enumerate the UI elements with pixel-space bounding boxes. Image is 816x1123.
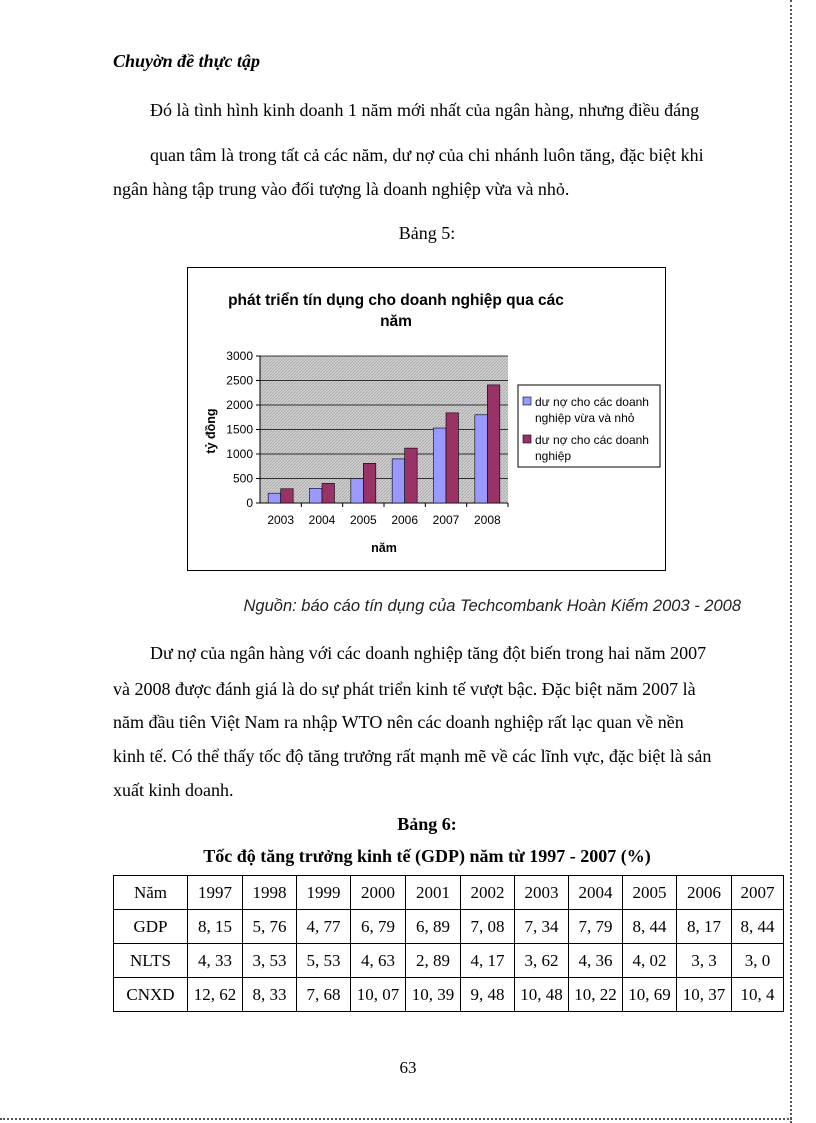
paragraph-2-line-1: Dư nợ của ngân hàng với các doanh nghiệp tăng đột biến trong hai năm 2007 [150, 643, 707, 663]
bar-enterprise-2005 [363, 463, 376, 503]
table-cell: 8, 17 [677, 910, 732, 944]
table-cell: 10, 37 [677, 978, 732, 1012]
table-cell: 8, 44 [623, 910, 677, 944]
y-tick-label: 2000 [226, 398, 253, 412]
x-tick-label: 2003 [267, 513, 295, 527]
table-cell: 6, 79 [351, 910, 406, 944]
gdp-growth-table [113, 875, 784, 1012]
table-cell: 7, 08 [461, 910, 515, 944]
table-cell: 3, 53 [243, 944, 297, 978]
table-cell: 2004 [569, 876, 623, 910]
table-cell: 10, 39 [406, 978, 461, 1012]
page-border-right [790, 0, 792, 1123]
table-cell: 3, 3 [677, 944, 732, 978]
bar-enterprise-2003 [281, 489, 294, 503]
page-number: 63 [399, 1058, 417, 1077]
table-cell: 5, 76 [243, 910, 297, 944]
legend-label: nghiệp vừa và nhỏ [535, 411, 635, 425]
paragraph-1-line-3: ngân hàng tập trung vào đối tượng là doanh nghiệp vừa và nhỏ. [113, 179, 570, 199]
legend-label: nghiệp [535, 449, 572, 463]
table-cell: 10, 4 [732, 978, 784, 1012]
x-tick-label: 2008 [473, 513, 501, 527]
legend-label: dư nợ cho các doanh [535, 395, 649, 409]
table-cell: 5, 53 [297, 944, 351, 978]
table-cell: 7, 34 [515, 910, 569, 944]
bar-sme-2007 [434, 428, 447, 503]
table-cell: 3, 0 [732, 944, 784, 978]
table-cell: 8, 44 [732, 910, 784, 944]
table-cell: 2003 [515, 876, 569, 910]
table-cell: 9, 48 [461, 978, 515, 1012]
table-cell: GDP [114, 910, 188, 944]
table-row-nlts [114, 944, 784, 978]
bar-sme-2003 [268, 493, 281, 503]
table-cell: 4, 02 [623, 944, 677, 978]
bar-enterprise-2007 [446, 413, 459, 503]
table-cell: 3, 62 [515, 944, 569, 978]
legend-label: dư nợ cho các doanh [535, 433, 649, 447]
table-cell: 1998 [243, 876, 297, 910]
table-cell: 1997 [188, 876, 243, 910]
bar-sme-2008 [475, 415, 488, 503]
x-tick-label: 2005 [349, 513, 377, 527]
table-row-cnxd [114, 978, 784, 1012]
table-cell: NLTS [114, 944, 188, 978]
legend-swatch [523, 435, 531, 443]
table-cell: 2005 [623, 876, 677, 910]
table-cell: 8, 33 [243, 978, 297, 1012]
x-axis-label: năm [371, 541, 397, 555]
paragraph-1-line-2: quan tâm là trong tất cả các năm, dư nợ của chi nhánh luôn tăng, đặc biệt khi [150, 145, 704, 165]
page-border-bottom [0, 1118, 792, 1120]
table-cell: 2007 [732, 876, 784, 910]
y-tick-label: 1500 [226, 422, 253, 437]
table-5-label: Bảng 5: [398, 223, 456, 243]
credit-chart [187, 267, 666, 571]
table-cell: 6, 89 [406, 910, 461, 944]
bar-enterprise-2004 [322, 483, 335, 503]
paragraph-2-line-3: năm đầu tiên Việt Nam ra nhập WTO nên các doanh nghiệp rất lạc quan về nền [113, 712, 684, 732]
table-cell: 4, 36 [569, 944, 623, 978]
table-cell: 2, 89 [406, 944, 461, 978]
table-cell: CNXD [114, 978, 188, 1012]
y-tick-label: 2500 [226, 373, 253, 388]
chart-canvas [188, 268, 665, 570]
page-header: Chuyờn đề thực tập [113, 51, 260, 71]
table-6-label: Bảng 6: [397, 814, 457, 834]
table-cell: 2002 [461, 876, 515, 910]
bar-enterprise-2008 [487, 385, 500, 503]
table-cell: 10, 48 [515, 978, 569, 1012]
paragraph-2-line-2: và 2008 được đánh giá là do sự phát triển kinh tế vượt bậc. Đặc biệt năm 2007 là [113, 679, 696, 699]
table-cell: 2001 [406, 876, 461, 910]
table-cell: 1999 [297, 876, 351, 910]
bar-enterprise-2006 [405, 448, 418, 503]
paragraph-1-line-1: Đó là tình hình kinh doanh 1 năm mới nhất của ngân hàng, nhưng điều đáng [150, 100, 700, 120]
table-6-title: Tốc độ tăng trưởng kinh tế (GDP) năm từ 1997 - 2007 (%) [203, 846, 651, 866]
chart-source: Nguồn: báo cáo tín dụng của Techcombank Hoàn Kiếm 2003 - 2008 [243, 597, 741, 615]
table-cell: 4, 33 [188, 944, 243, 978]
bar-sme-2005 [351, 479, 364, 504]
table-cell: 2006 [677, 876, 732, 910]
table-cell: 10, 22 [569, 978, 623, 1012]
x-tick-label: 2006 [391, 513, 419, 527]
bar-sme-2004 [310, 488, 323, 503]
table-cell: 12, 62 [188, 978, 243, 1012]
chart-title-line-2: năm [380, 313, 412, 330]
table-cell: 10, 69 [623, 978, 677, 1012]
table-row-gdp [114, 910, 784, 944]
y-tick-label: 3000 [226, 349, 253, 363]
bar-sme-2006 [392, 459, 405, 503]
y-tick-label: 500 [232, 471, 253, 486]
table-cell: 7, 79 [569, 910, 623, 944]
table-row-year [114, 876, 784, 910]
legend-swatch [523, 397, 531, 405]
table-cell: 7, 68 [297, 978, 351, 1012]
table-cell: 2000 [351, 876, 406, 910]
y-axis-label: tỷ đồng [204, 408, 218, 454]
table-cell: Năm [114, 876, 188, 910]
table-cell: 4, 63 [351, 944, 406, 978]
chart-title-line-1: phát triển tín dụng cho doanh nghiệp qua các [228, 292, 564, 309]
y-tick-label: 0 [246, 496, 253, 510]
table-cell: 4, 17 [461, 944, 515, 978]
y-tick-label: 1000 [226, 447, 253, 461]
x-tick-label: 2004 [308, 513, 336, 527]
table-cell: 10, 07 [351, 978, 406, 1012]
paragraph-2-line-4: kinh tế. Có thể thấy tốc độ tăng trưởng rất mạnh mẽ về các lĩnh vực, đặc biệt là sản [113, 746, 712, 766]
table-cell: 8, 15 [188, 910, 243, 944]
x-tick-label: 2007 [432, 513, 460, 527]
paragraph-2-line-5: xuất kinh doanh. [113, 780, 234, 800]
table-cell: 4, 77 [297, 910, 351, 944]
